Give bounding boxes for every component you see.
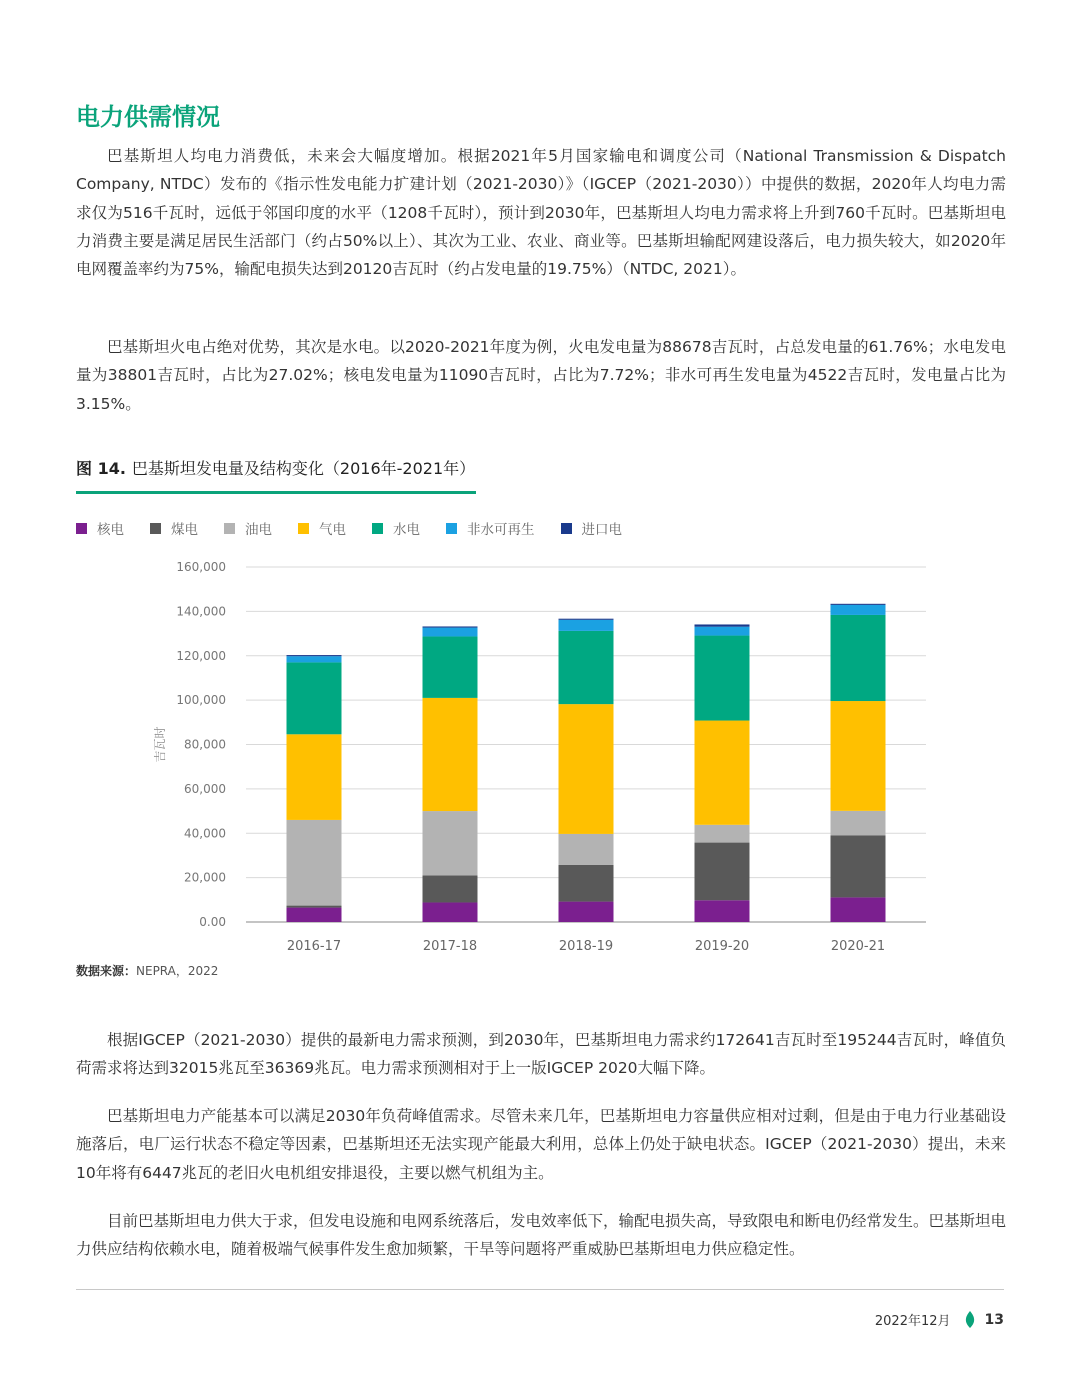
chart-legend [76,517,648,539]
bar-segment [423,902,478,922]
y-tick-label: 20,000 [184,870,226,885]
paragraph-3: 根据IGCEP（2021-2030）提供的最新电力需求预测，到2030年，巴基斯坦电力需求约172641吉瓦时至195244吉瓦时，峰值负荷需求将达到32015兆瓦至36369兆瓦。电力需求预测相对于上一版IGCEP 2020大幅下降。 [76,1031,1006,1078]
stacked-bar-chart [140,550,940,960]
bar-segment [287,662,342,734]
bar-segment [287,734,342,820]
bar-segment [423,628,478,637]
data-source [76,962,218,979]
legend-swatch [298,523,309,534]
figure-title: 巴基斯坦发电量及结构变化（2016年-2021年） [131,459,476,478]
bar-segment [695,721,750,825]
leaf-icon [963,1311,977,1329]
legend-swatch [372,523,383,534]
bar-segment [695,636,750,721]
legend-label: 核电 [97,522,124,538]
bar-segment [559,619,614,620]
bar-segment [831,835,886,897]
paragraph-5: 目前巴基斯坦电力供大于求，但发电设施和电网系统落后，发电效率低下，输配电损失高，导致限电和断电仍经常发生。巴基斯坦电力供应结构依赖水电，随着极端气候事件发生愈加频繁，干旱等问题将严重威胁巴基斯坦电力供应稳定性。 [76,1212,1007,1259]
x-tick-label: 2020-21 [830,939,886,954]
legend-item [150,518,198,538]
y-tick-label: 140,000 [176,604,226,619]
bar-segment [559,620,614,631]
figure-underline [76,491,476,494]
bar-segment [695,843,750,901]
x-tick-label: 2018-19 [558,939,614,954]
y-tick-label: 80,000 [184,737,226,752]
bar-segment [831,615,886,701]
footer-date: 2022年12月 [874,1314,951,1329]
bar-segment [695,825,750,843]
bar-segment [695,627,750,636]
bar-segment [559,631,614,704]
x-tick-label: 2016-17 [286,939,342,954]
bar-segment [559,704,614,834]
bar-segment [287,906,342,908]
bar-segment [559,902,614,922]
bar-segment [287,656,342,662]
y-tick-label: 60,000 [184,781,226,796]
bar-segment [695,900,750,922]
legend-swatch [224,523,235,534]
footer-divider [76,1289,1004,1290]
page-footer [875,1310,1004,1329]
paragraph-4: 巴基斯坦电力产能基本可以满足2030年负荷峰值需求。尽管未来几年，巴基斯坦电力容量供应相对过剩，但是由于电力行业基础设施落后，电厂运行状态不稳定等因素，巴基斯坦还无法实现产能最大利用，总体上仍处于缺电状态。IGCEP（2021-2030）提出，未来10年将有6447兆瓦的老旧火电机组安排退役，主要以燃气机组为主。 [76,1107,1006,1182]
legend-swatch [76,523,87,534]
bar-segment [423,698,478,811]
legend-swatch [561,523,572,534]
legend-item [224,518,272,538]
bar-segment [559,834,614,865]
legend-swatch [150,523,161,534]
bar-segment [423,626,478,627]
bar-segment [287,820,342,906]
section-title: 电力供需情况 [76,103,220,131]
bar-segment [423,811,478,875]
legend-label: 油电 [245,522,272,538]
bar-segment [559,865,614,902]
figure-caption [76,456,475,482]
legend-swatch [446,523,457,534]
figure-label: 图 14. [76,459,126,478]
bar-segment [831,604,886,605]
data-source-label: 数据来源： [76,964,137,978]
legend-label: 水电 [393,522,420,538]
x-tick-label: 2019-20 [694,939,750,954]
y-tick-label: 100,000 [176,693,226,708]
bar-segment [831,701,886,811]
y-tick-label: 160,000 [176,560,226,574]
legend-label: 非水可再生 [467,522,535,538]
legend-label: 煤电 [171,522,198,538]
paragraph-2: 巴基斯坦火电占绝对优势，其次是水电。以2020-2021年度为例，火电发电量为88678吉瓦时，占总发电量的61.76%；水电发电量为38801吉瓦时，占比为27.02%；核电发电量为11090吉瓦时，占比为7.72%；非水可再生发电量为4522吉瓦时，发电量占比为3.15%。 [76,338,1006,413]
x-tick-label: 2017-18 [422,939,478,954]
y-tick-label: 120,000 [176,648,226,663]
legend-label: 气电 [319,522,346,538]
legend-item [76,518,124,538]
bar-segment [831,605,886,615]
bar-segment [287,655,342,656]
legend-label: 进口电 [581,522,622,538]
bar-segment [695,624,750,626]
y-tick-label: 0.00 [199,915,226,929]
page-number: 13 [984,1311,1004,1328]
bar-segment [287,908,342,922]
legend-item [446,518,535,538]
bar-segment [423,875,478,902]
paragraph-1: 巴基斯坦人均电力消费低，未来会大幅度增加。根据2021年5月国家输电和调度公司（National Transmission & Dispatch Company, NTDC）发布的《指示性发电能力扩建计划（2021-2030）》（IGCEP（2021-2030））中提供的数据，2020年人均电力需求仅为516千瓦时，远低于邻国印度的水平（1208千瓦时），预计到2030年，巴基斯坦人均电力需求将上升到760千瓦时。巴基斯坦电力消费主要是满足居民生活部门（约占50%以上）、其次为工业、农业、商业等。巴基斯坦输配网建设落后，电力损失较大，如2020年电网覆盖率约为75%，输配电损失达到20120吉瓦时（约占发电量的19.75%）（NTDC, 2021）。 [76,147,1006,279]
legend-item [372,518,420,538]
bar-segment [423,636,478,697]
bar-segment [831,811,886,835]
data-source-text: NEPRA，2022 [136,964,219,978]
legend-item [561,518,623,538]
y-axis-label: 吉瓦时 [153,726,167,763]
bar-segment [831,897,886,922]
legend-item [298,518,346,538]
y-tick-label: 40,000 [184,826,226,841]
